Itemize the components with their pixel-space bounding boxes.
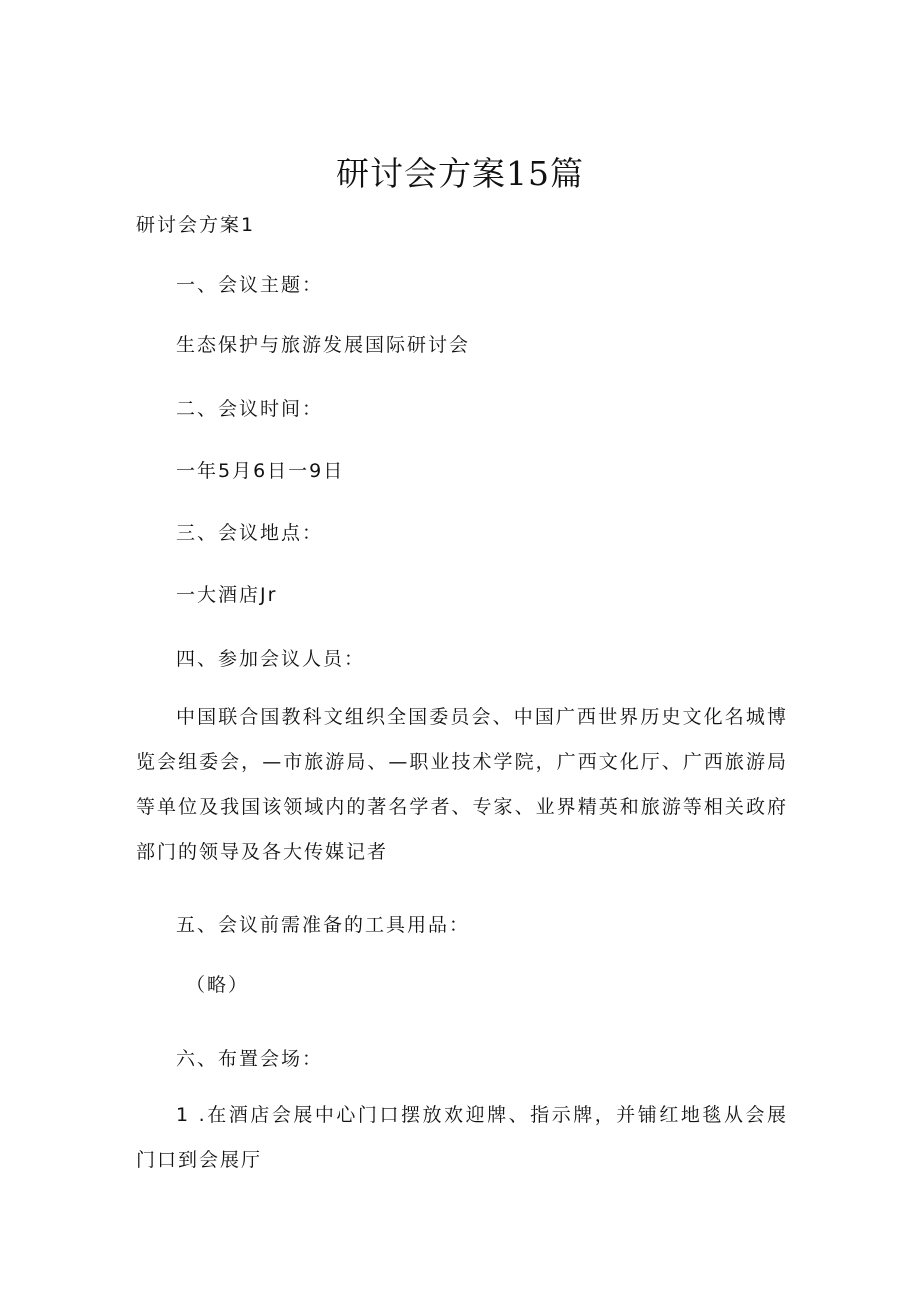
attendees-heading: 四、参加会议人员： [176,648,366,670]
supplies-text: （略） [186,974,250,996]
venue-setup-paragraph: 1 .在酒店会展中心门口摆放欢迎牌、指示牌，并铺红地毯从会展门口到会展厅 [136,1104,788,1171]
section-heading: 研讨会方案1 [136,214,256,236]
venue-setup-heading: 六、布置会场： [176,1048,324,1070]
meeting-time-heading: 二、会议时间： [176,398,324,420]
meeting-theme-text: 生态保护与旅游发展国际研讨会 [176,334,471,356]
supplies-heading: 五、会议前需准备的工具用品： [176,914,471,936]
meeting-time-text: 一年5月6日一9日 [176,460,345,482]
attendees-paragraph: 中国联合国教科文组织全国委员会、中国广西世界历史文化名城博览会组委会，—市旅游局、—职业技术学院，广西文化厅、广西旅游局等单位及我国该领域内的著名学者、专家、业界精英和旅游等相关政府部门的领导及各大传媒记者 [136,706,788,863]
document-title: 研讨会方案15篇 [336,154,584,193]
meeting-location-heading: 三、会议地点： [176,522,324,544]
meeting-location-text: 一大酒店Jr [176,584,278,606]
meeting-theme-heading: 一、会议主题： [176,274,324,296]
